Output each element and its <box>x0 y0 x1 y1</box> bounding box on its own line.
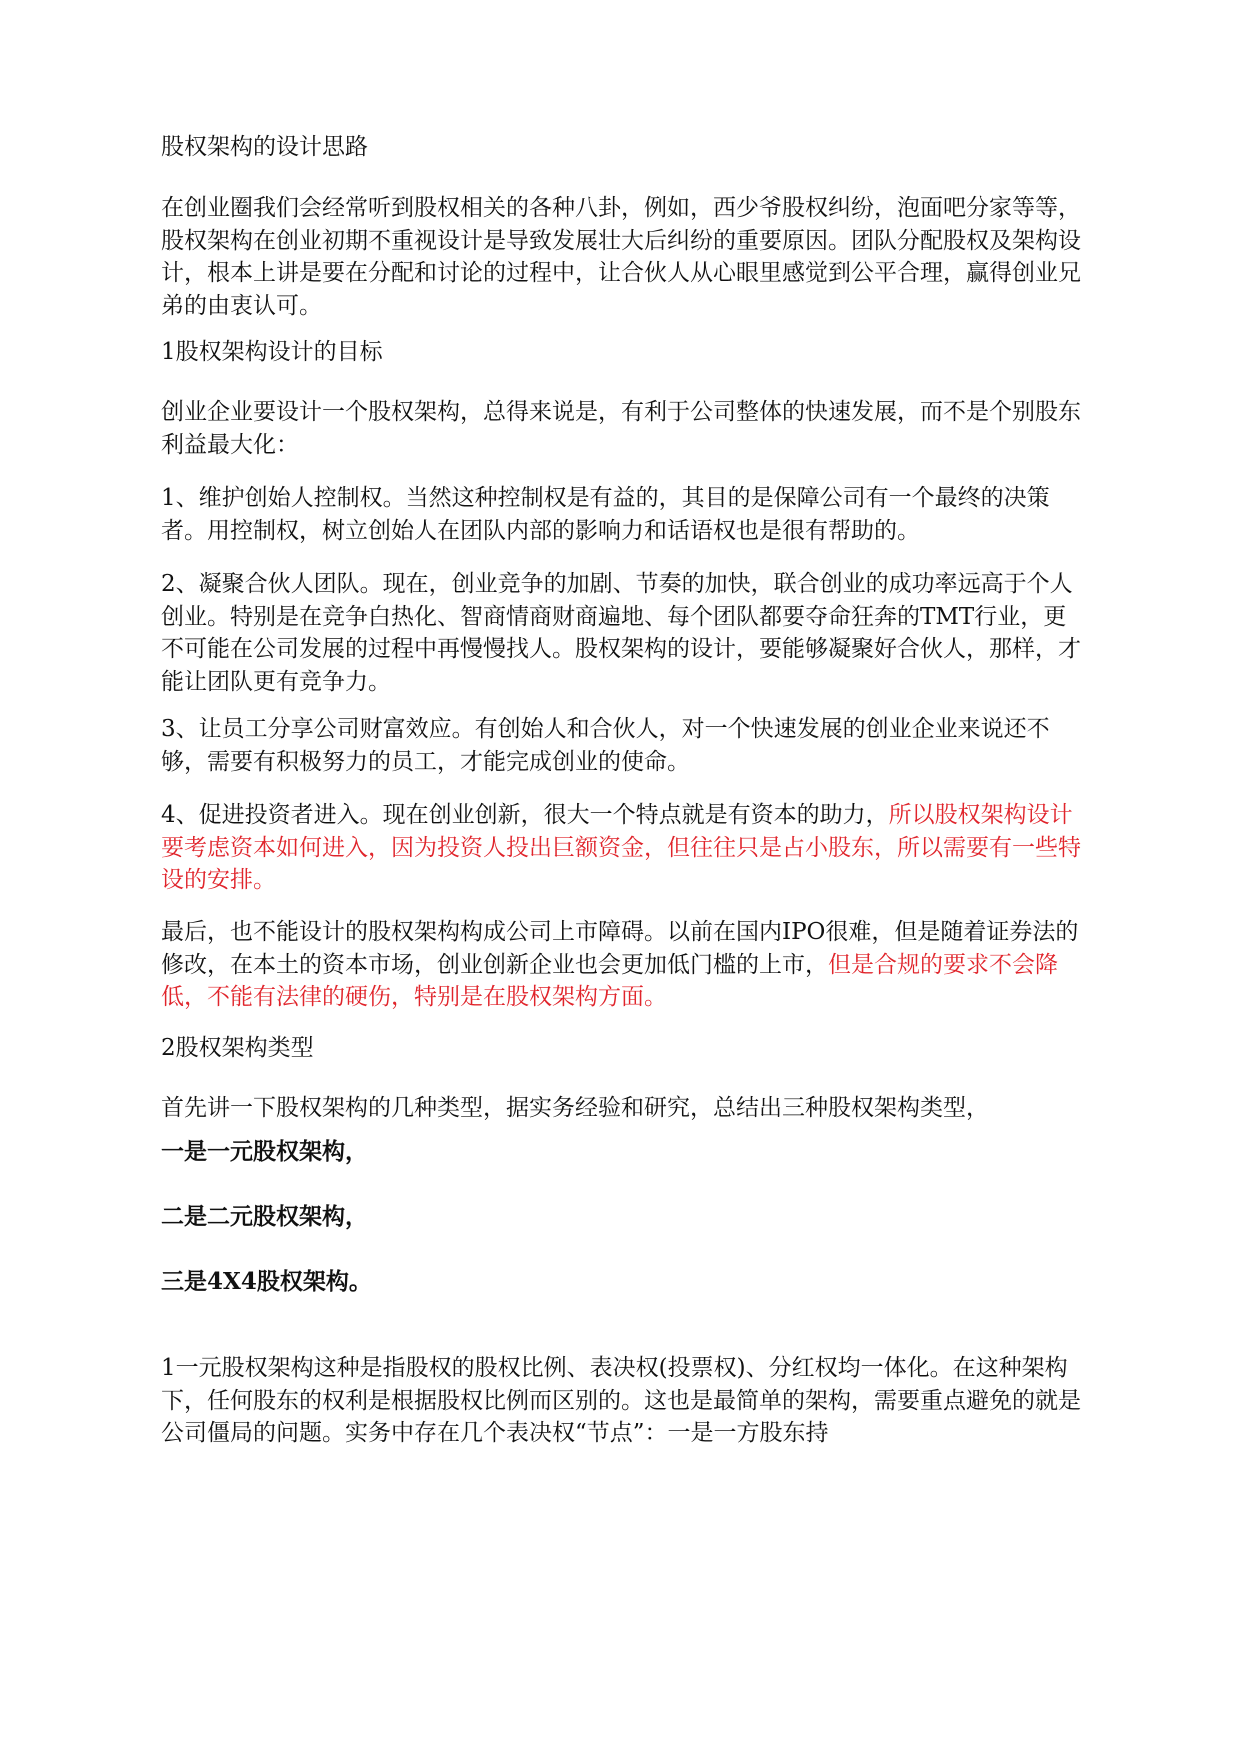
final-highlight: 但是合规的要求不会降低，不能有法律的硬伤，特别是在股权架构方面。 <box>161 951 1058 1010</box>
section1-heading: 1股权架构设计的目标 <box>161 339 383 365</box>
goal-4-text: 4、促进投资者进入。现在创业创新，很大一个特点就是有资本的助力， <box>161 802 889 828</box>
goal-4-paragraph <box>161 799 1081 897</box>
section1-intro: 创业企业要设计一个股权架构，总得来说是，有利于公司整体的快速发展，而不是个别股东利益最大化： <box>161 399 1081 458</box>
document-title: 股权架构的设计思路 <box>161 134 368 160</box>
section2-heading: 2股权架构类型 <box>161 1035 314 1061</box>
type-1-item: 一是一元股权架构， <box>161 1138 368 1165</box>
final-paragraph <box>161 916 1081 1014</box>
type-3-item: 三是4X4股权架构。 <box>161 1268 372 1295</box>
goal-4-highlight: 所以股权架构设计要考虑资本如何进入，因为投资人投出巨额资金，但往往只是占小股东，所以需要有一些特设的安排。 <box>161 802 1081 893</box>
section2-intro: 首先讲一下股权架构的几种类型，据实务经验和研究，总结出三种股权架构类型， <box>161 1095 989 1121</box>
final-text: 最后，也不能设计的股权架构构成公司上市障碍。以前在国内IPO很难，但是随着证券法的修改，在本土的资本市场，创业创新企业也会更加低门槛的上市， <box>161 919 1079 978</box>
goal-2-paragraph: 2、凝聚合伙人团队。现在，创业竞争的加剧、节奏的加快，联合创业的成功率远高于个人创业。特别是在竞争白热化、智商情商财商遍地、每个团队都要夺命狂奔的TMT行业，更不可能在公司发展的过程中再慢慢找人。股权架构的设计，要能够凝聚好合伙人，那样，才能让团队更有竞争力。 <box>161 571 1081 695</box>
type-1-detail-paragraph: 1一元股权架构这种是指股权的股权比例、表决权(投票权)、分红权均一体化。在这种架构下，任何股东的权利是根据股权比例而区别的。这也是最简单的架构，需要重点避免的就是公司僵局的问题。实务中存在几个表决权“节点”：一是一方股东持 <box>161 1355 1081 1446</box>
goal-1-paragraph: 1、维护创始人控制权。当然这种控制权是有益的，其目的是保障公司有一个最终的决策者。用控制权，树立创始人在团队内部的影响力和话语权也是很有帮助的。 <box>161 485 1050 544</box>
goal-3-paragraph: 3、让员工分享公司财富效应。有创始人和合伙人，对一个快速发展的创业企业来说还不够，需要有积极努力的员工，才能完成创业的使命。 <box>161 716 1050 775</box>
type-2-item: 二是二元股权架构， <box>161 1203 368 1230</box>
intro-paragraph: 在创业圈我们会经常听到股权相关的各种八卦，例如，西少爷股权纠纷，泡面吧分家等等，股权架构在创业初期不重视设计是导致发展壮大后纠纷的重要原因。团队分配股权及架构设计，根本上讲是要在分配和讨论的过程中，让合伙人从心眼里感觉到公平合理，赢得创业兄弟的由衷认可。 <box>161 195 1081 319</box>
